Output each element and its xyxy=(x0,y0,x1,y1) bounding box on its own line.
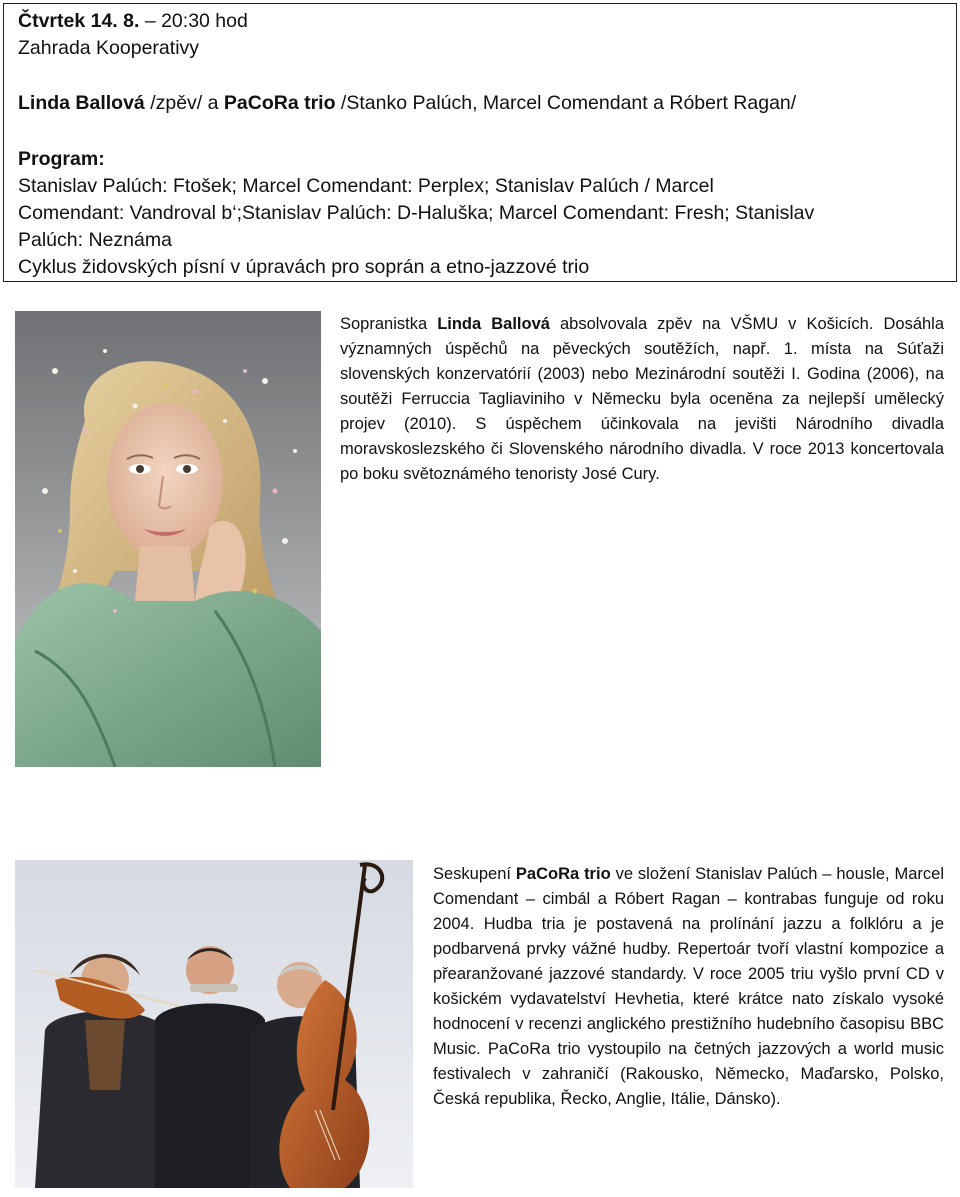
trio-name: PaCoRa trio xyxy=(223,92,336,114)
singer-photo xyxy=(15,311,321,767)
event-time: – 20:30 hod xyxy=(139,10,248,32)
trio-photo xyxy=(15,860,413,1188)
trio-bio xyxy=(433,862,944,1112)
singer-bio xyxy=(340,312,944,487)
performer-name: Linda Ballová xyxy=(18,92,145,114)
event-date: Čtvrtek 14. 8. xyxy=(18,10,140,32)
singer-bio-prefix: Sopranistka xyxy=(340,315,438,333)
singer-portrait-illustration xyxy=(15,311,321,767)
trio-bio-name: PaCoRa trio xyxy=(515,865,611,883)
program-line-3: Palúch: Neznáma xyxy=(18,229,172,251)
singer-bio-name: Linda Ballová xyxy=(437,315,550,333)
program-line-2: Comendant: Vandroval b‘;Stanislav Palúch: D-Haluška; Marcel Comendant: Fresh; Stanislav xyxy=(18,202,815,224)
program-line-1: Stanislav Palúch: Ftošek; Marcel Comendant: Perplex; Stanislav Palúch / Marcel xyxy=(18,175,714,197)
event-performers xyxy=(18,90,796,117)
event-datetime xyxy=(18,8,248,35)
performer-role: /zpěv/ a xyxy=(144,92,224,114)
program-heading: Program: xyxy=(18,148,105,170)
event-venue: Zahrada Kooperativy xyxy=(18,37,200,59)
trio-group-illustration xyxy=(15,860,413,1188)
trio-members: /Stanko Palúch, Marcel Comendant a Róbert Ragan/ xyxy=(335,92,797,114)
trio-bio-prefix: Seskupení xyxy=(433,865,516,883)
trio-bio-text: ve složení Stanislav Palúch – housle, Marcel Comendant – cimbál a Róbert Ragan – kontrabas funguje od roku 2004. Hudba tria je postavená na prolínání jazzu a folklóru a je podbarvená prvky vážné hudby. Repertoár tvoří vlastní kompozice a přearanžované jazzové standardy. V roce 2005 triu vyšlo první CD v košickém vydavatelství Hevhetia, které krátce nato získalo vysoké hodnocení v recenzi anglického prestižního hudebního časopisu BBC Music. PaCoRa trio vystoupilo na četných jazzových a world music festivalech v zahraničí (Rakousko, Německo, Maďarsko, Polsko, Česká republika, Řecko, Anglie, Itálie, Dánsko). xyxy=(433,865,945,1108)
singer-bio-text: absolvovala zpěv na VŠMU v Košicích. Dosáhla významných úspěchů na pěveckých soutěžích, např. 1. místa na Súťaži slovenských konzervatórií (2003) nebo Mezinárodní soutěži I. Godina (2006), na soutěži Ferruccia Tagliaviniho v Německu byla oceněna za nejlepší umělecký projev (2010). S úspěchem účinkovala na jevišti Národního divadla moravskoslezského či Slovenského národního divadla. V roce 2013 koncertovala po boku světoznámého tenoristy José Cury. xyxy=(340,315,945,483)
event-info-box xyxy=(3,3,957,282)
program-line-4: Cyklus židovských písní v úpravách pro soprán a etno-jazzové trio xyxy=(18,256,590,278)
